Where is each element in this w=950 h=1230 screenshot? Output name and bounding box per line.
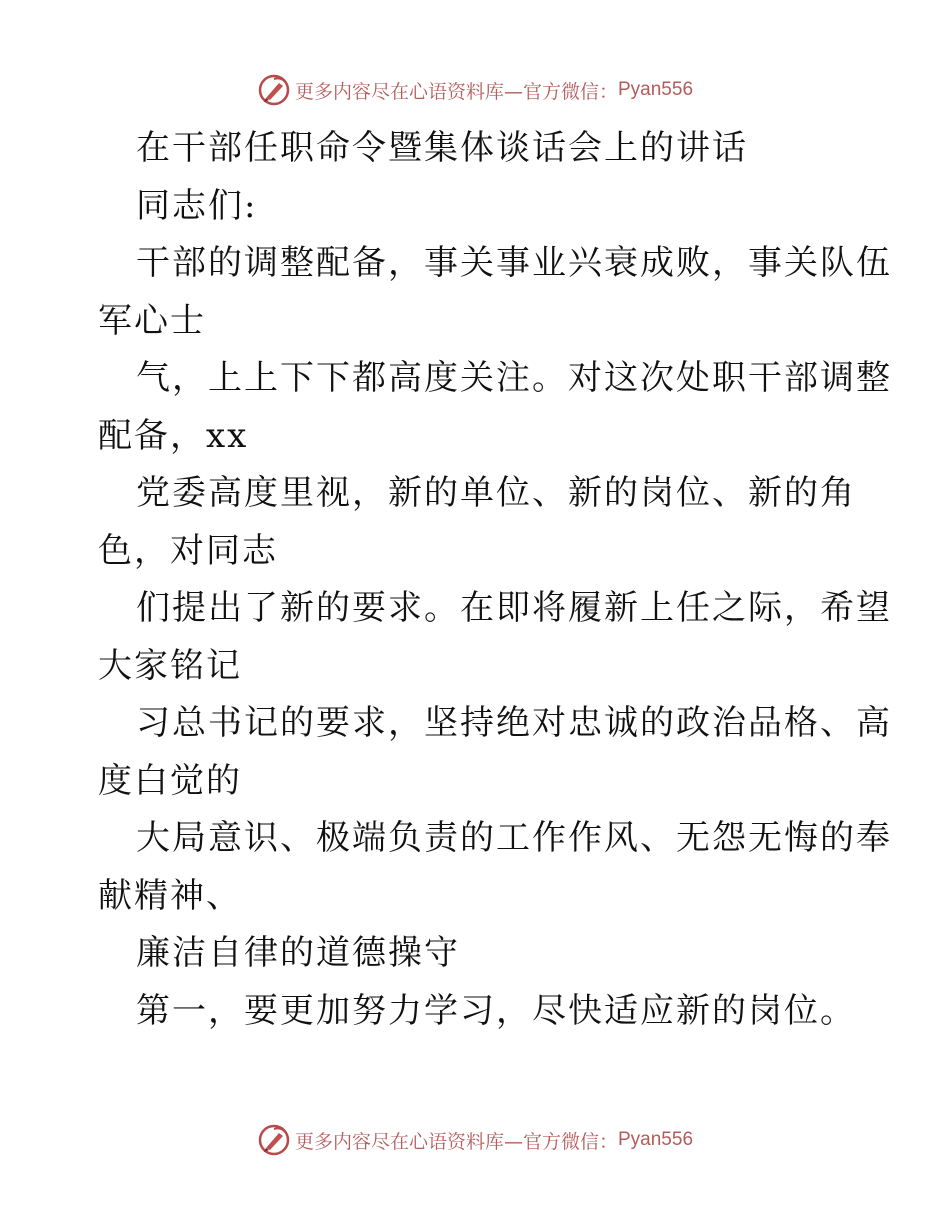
body-line: 度白觉的 — [98, 760, 242, 801]
watermark-text: 更多内容尽在心语资料库—官方微信： — [294, 1130, 618, 1153]
body-line: 第一，要更加努力学习，尽快适应新的岗位。 — [136, 990, 856, 1031]
body-line: 党委高度里视，新的单位、新的岗位、新的角 — [136, 473, 856, 513]
pen-logo-icon — [257, 73, 291, 107]
document-body — [98, 120, 892, 1040]
body-line: 献精神、 — [98, 875, 242, 916]
header-watermark — [0, 70, 950, 110]
body-line: 军心士 — [98, 300, 206, 341]
body-line: 们提出了新的要求。在即将履新上任之际，希望 — [136, 588, 892, 628]
body-line: 廉洁自律的道德操守 — [136, 933, 460, 973]
watermark-text: 更多内容尽在心语资料库—官方微信： — [294, 80, 618, 103]
body-line: 干部的调整配备，事关事业兴衰成败，事关队伍 — [136, 243, 892, 283]
body-line: 配备，xx — [98, 415, 249, 456]
watermark-wechat-id: Pyan556 — [618, 79, 694, 100]
body-line: 大家铭记 — [98, 645, 242, 686]
body-line: 气，上上下下都高度关注。对这次处职干部调整 — [136, 358, 892, 398]
footer-watermark — [0, 1120, 950, 1160]
body-line: 习总书记的要求，坚持绝对忠诚的政治品格、高 — [136, 703, 892, 743]
body-line: 色，对同志 — [98, 530, 278, 571]
body-line: 大局意识、极端负责的工作作风、无怨无悔的奉 — [136, 818, 892, 858]
salutation: 同志们: — [136, 185, 258, 226]
pen-logo-icon — [257, 1123, 291, 1157]
document-title: 在干部任职命令暨集体谈话会上的讲话 — [136, 128, 748, 168]
watermark-wechat-id: Pyan556 — [618, 1129, 694, 1150]
